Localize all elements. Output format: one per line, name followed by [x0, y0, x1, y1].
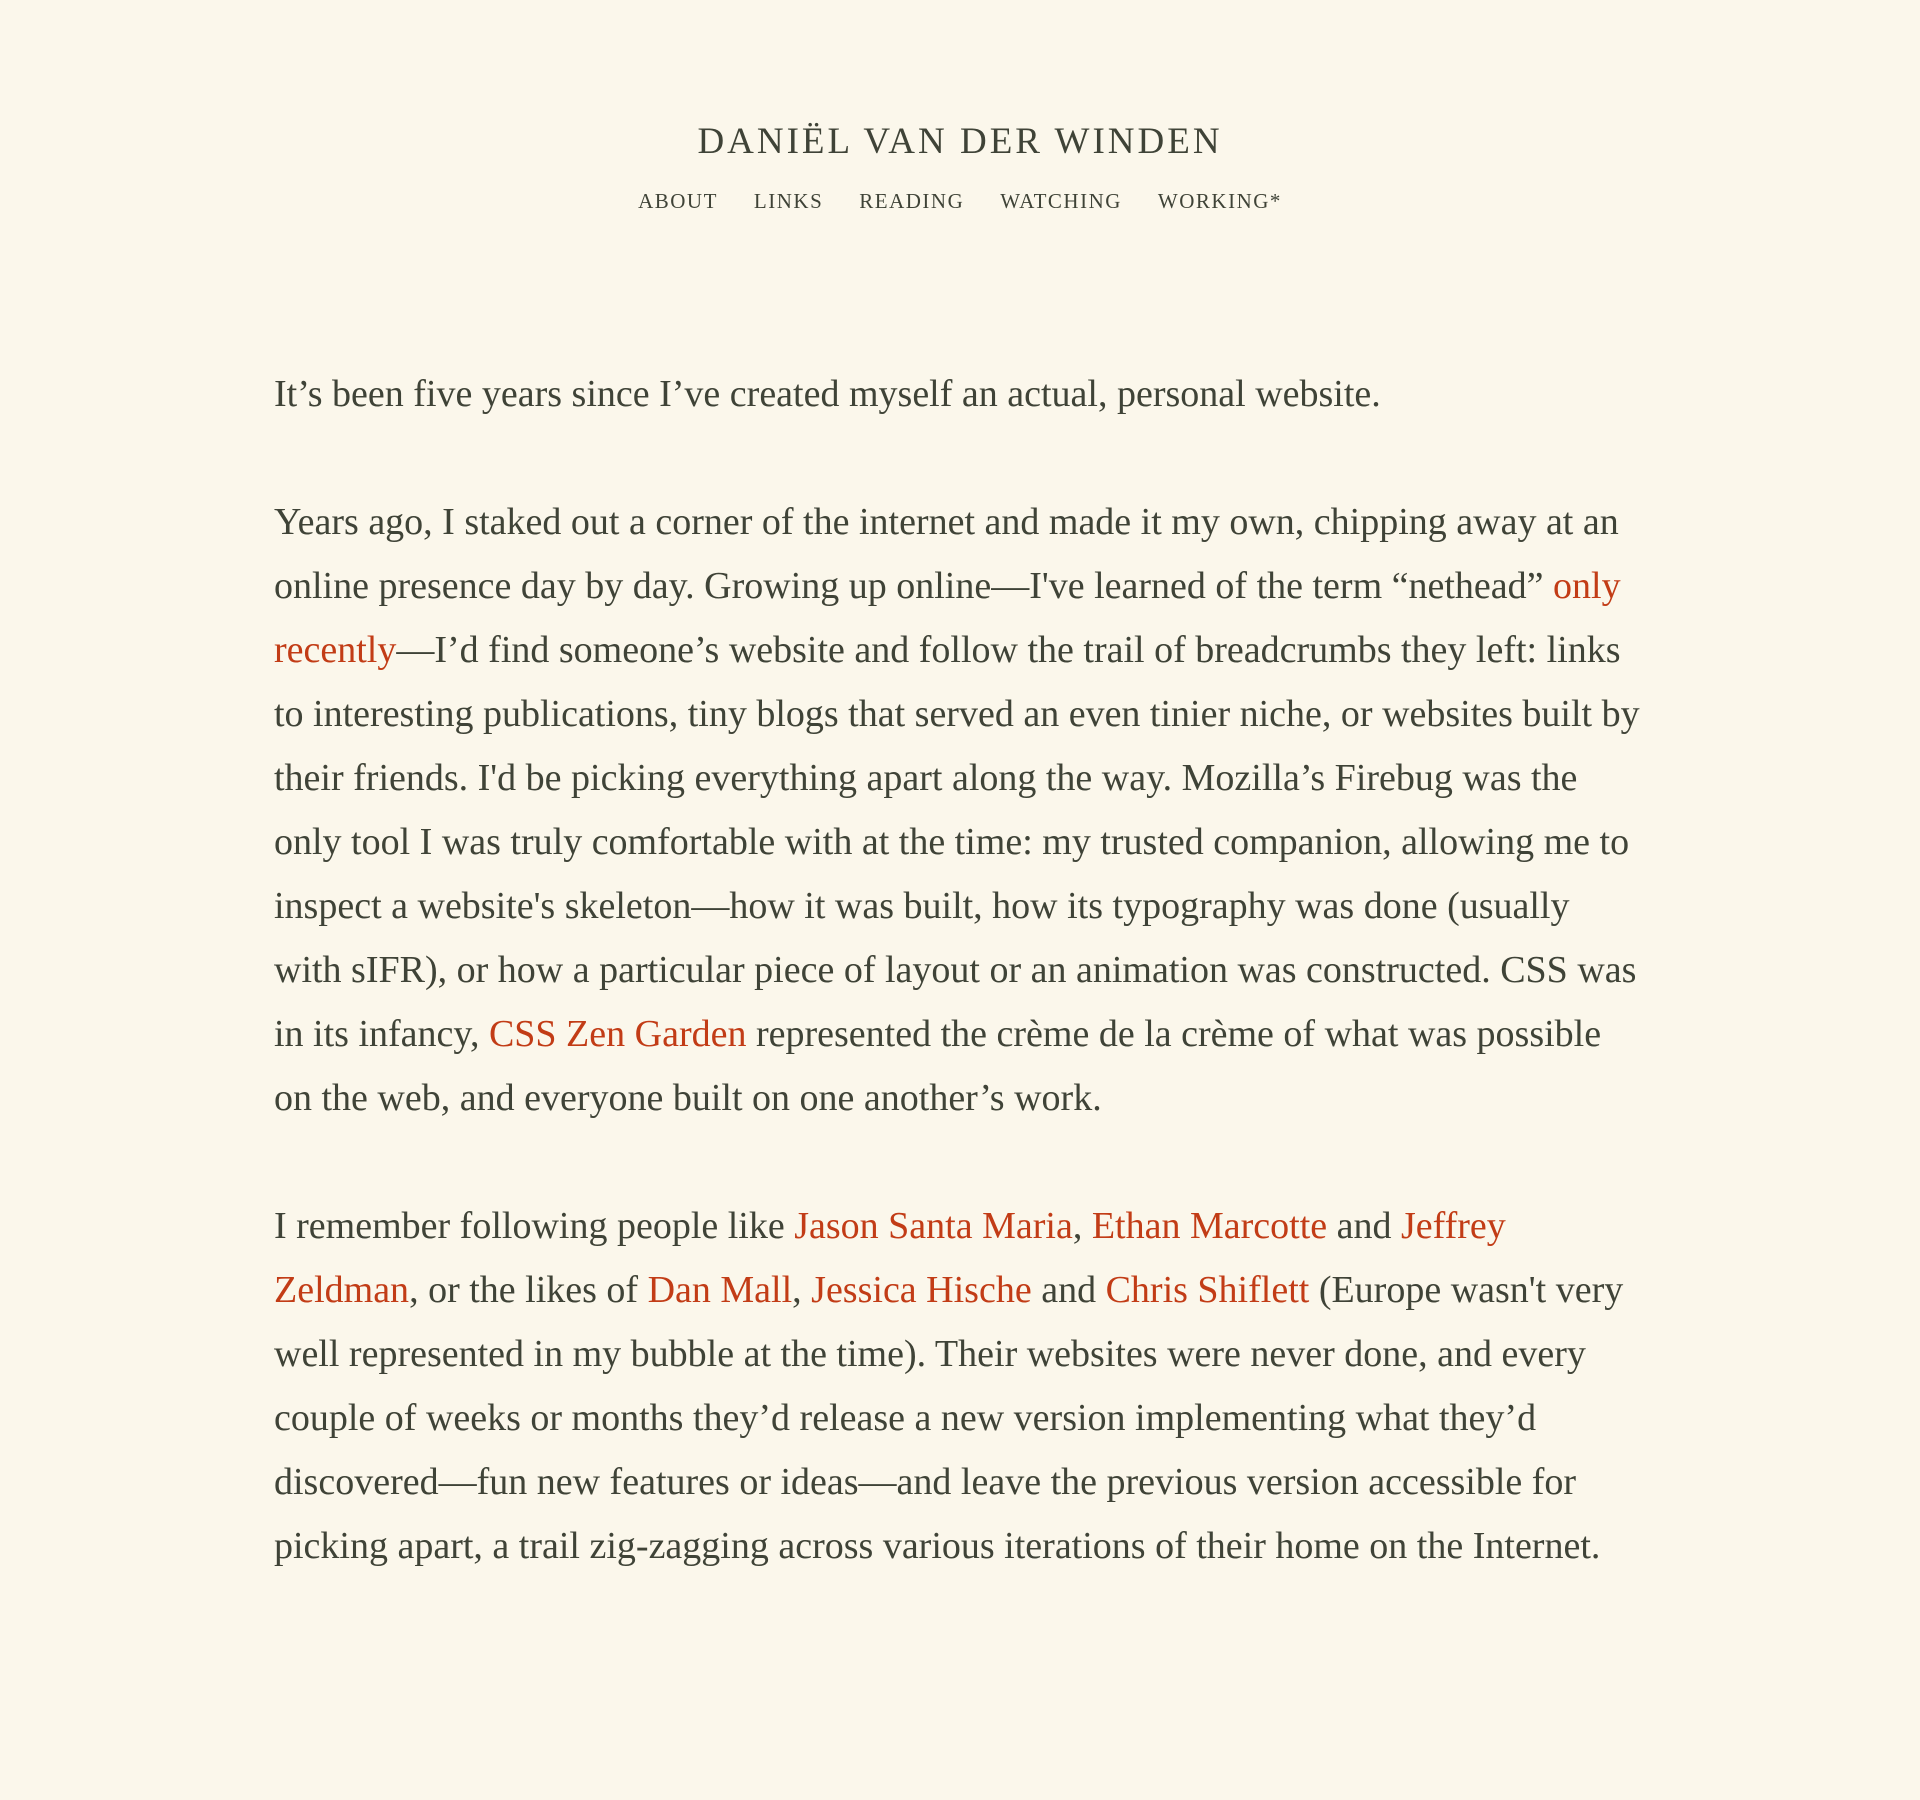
- inline-link[interactable]: Chris Shiflett: [1105, 1269, 1310, 1311]
- site-nav: [0, 189, 1920, 214]
- paragraph: I remember following people like Jason Santa Maria, Ethan Marcotte and Jeffrey Zeldman, or the likes of Dan Mall, Jessica Hische and Chris Shiflett (Europe wasn't very well represented in my bubble at the time). Their websites were never done, and every couple of weeks or months they’d release a new version implementing what they’d discovered—fun new features or ideas—and leave the previous version accessible for picking apart, a trail zig-zagging across various iterations of their home on the Internet.: [274, 1205, 1624, 1567]
- nav-item-links[interactable]: LINKS: [753, 189, 824, 213]
- inline-link[interactable]: CSS Zen Garden: [488, 1013, 747, 1055]
- inline-link[interactable]: Dan Mall: [647, 1269, 793, 1311]
- inline-link[interactable]: Jessica Hische: [811, 1269, 1032, 1311]
- inline-link[interactable]: Jeffrey Zeldman: [274, 1205, 1506, 1311]
- site-header: [0, 0, 1920, 214]
- inline-link[interactable]: Jason Santa Maria: [794, 1205, 1073, 1247]
- nav-item-about[interactable]: ABOUT: [638, 189, 718, 213]
- inline-link[interactable]: only recently: [274, 565, 1621, 671]
- inline-link[interactable]: Ethan Marcotte: [1091, 1205, 1328, 1247]
- paragraph: It’s been five years since I’ve created myself an actual, personal website.: [274, 373, 1381, 415]
- site-title[interactable]: DANIËL VAN DER WINDEN: [697, 121, 1223, 162]
- paragraph: Years ago, I staked out a corner of the internet and made it my own, chipping away at an online presence day by day. Growing up online—I've learned of the term “nethead” only recently—I’d find someone’s website and follow the trail of breadcrumbs they left: links to interesting publications, tiny blogs that served an even tinier niche, or websites built by their friends. I'd be picking everything apart along the way. Mozilla’s Firebug was the only tool I was truly comfortable with at the time: my trusted companion, allowing me to inspect a website's skeleton—how it was built, how its typography was done (usually with sIFR), or how a particular piece of layout or an animation was constructed. CSS was in its infancy, CSS Zen Garden represented the crème de la crème of what was possible on the web, and everyone built on one another’s work.: [274, 501, 1640, 1119]
- article: [274, 362, 1646, 1578]
- nav-item-reading[interactable]: READING: [859, 189, 965, 213]
- nav-item-working[interactable]: WORKING*: [1157, 189, 1282, 213]
- post-body: [274, 362, 1646, 1578]
- nav-item-watching[interactable]: WATCHING: [1000, 189, 1122, 213]
